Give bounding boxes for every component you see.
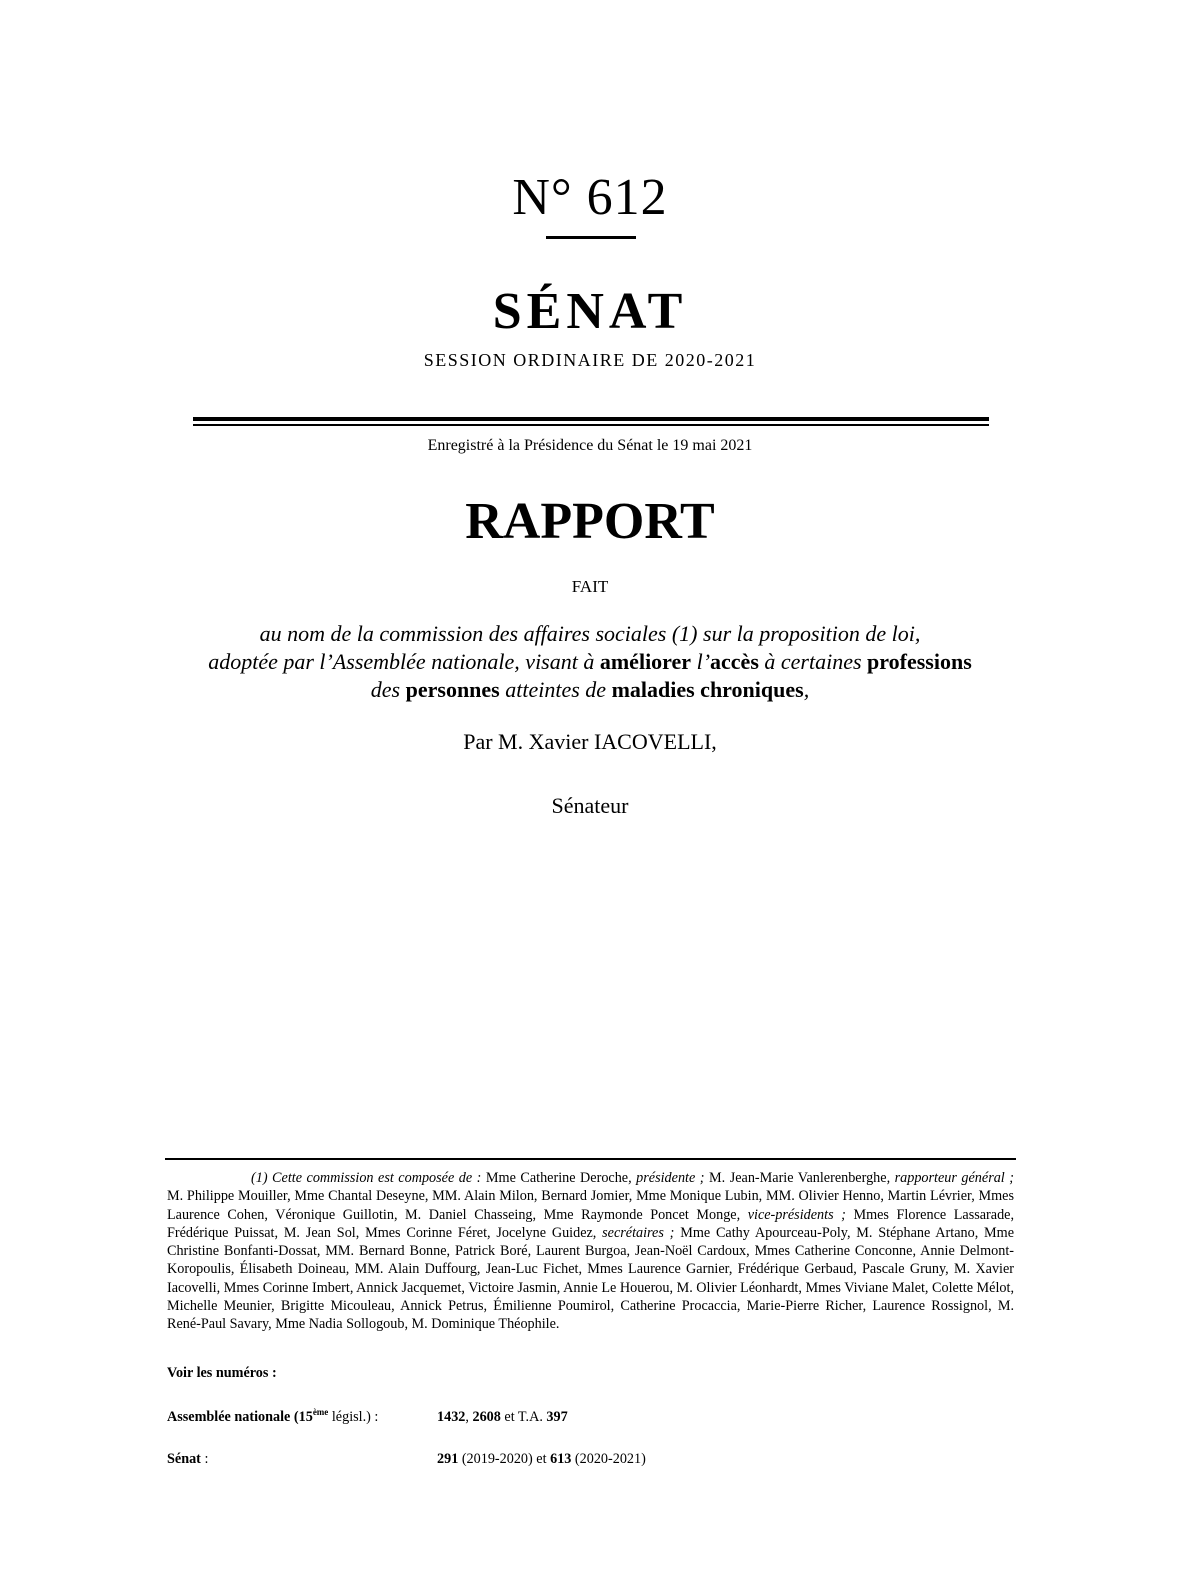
- reference-text: (2019-2020) et: [458, 1451, 551, 1467]
- reference-number: 613: [550, 1451, 572, 1467]
- reference-label-text: Assemblée nationale (15: [167, 1409, 313, 1425]
- subject-text: à certaines: [758, 649, 868, 674]
- reference-label-sup: ème: [312, 1407, 329, 1417]
- references-heading: Voir les numéros :: [167, 1365, 277, 1381]
- reference-number: 2608: [472, 1409, 501, 1425]
- reference-label-text: Sénat: [167, 1451, 201, 1467]
- number-divider: [546, 236, 636, 239]
- subject-keyword: professions: [867, 649, 972, 674]
- subject-text: atteintes de: [499, 677, 612, 702]
- double-divider-top: [193, 417, 989, 421]
- commission-footnote: [167, 1169, 1014, 1334]
- subject-line-2: [0, 648, 1180, 676]
- subject-text: adoptée par l’Assemblée nationale, visant à: [208, 649, 600, 674]
- subject-keyword: personnes: [405, 677, 500, 702]
- reference-number: 291: [437, 1451, 459, 1467]
- subject-line-1: au nom de la commission des affaires sociales (1) sur la proposition de loi,: [259, 621, 921, 646]
- author-role: Sénateur: [551, 793, 629, 818]
- report-number: N° 612: [512, 169, 668, 226]
- reference-text: ,: [465, 1409, 473, 1425]
- reference-label-text: :: [200, 1451, 209, 1467]
- report-subject: [0, 620, 1180, 704]
- footnote-text: Mme Catherine Deroche: [485, 1170, 629, 1186]
- subject-keyword: améliorer: [599, 649, 692, 674]
- footnote-text: , secrétaires ;: [592, 1224, 681, 1241]
- footnote-text: (1) Cette commission est composée de :: [251, 1170, 486, 1186]
- subject-text: l’: [691, 649, 711, 674]
- reference-label-text: législ.) :: [328, 1409, 379, 1425]
- senat-label: [167, 1450, 208, 1468]
- reference-number: 397: [546, 1409, 568, 1425]
- senat-numbers: [437, 1450, 646, 1468]
- report-title: RAPPORT: [465, 493, 715, 550]
- subject-line-3: [0, 676, 1180, 704]
- subject-keyword: maladies chroniques: [611, 677, 804, 702]
- report-author: Par M. Xavier IACOVELLI,: [463, 729, 717, 754]
- reference-text: et T.A.: [500, 1409, 547, 1425]
- footnote-divider: [165, 1158, 1016, 1160]
- reference-number: 1432: [437, 1409, 466, 1425]
- footnote-text: Mme Cathy Apourceau-Poly, M. Stéphane Artano, Mme Christine Bonfanti-Dossat, MM. Bernard Bonne, Patrick Boré, Laurent Burgoa, Jean-Noël Cardoux, Mmes Catherine Conconne, Annie Delmont-Koropoulis, Élisabeth Doineau, MM. Alain Duffourg, Jean-Luc Fichet, Mmes Laurence Garnier, Frédérique Gerbaud, Pascale Gruny, M. Xavier Iacovelli, Mmes Corinne Imbert, Annick Jacquemet, Victoire Jasmin, Annie Le Houerou, M. Olivier Léonhardt, Mmes Viviane Malet, Colette Mélot, Michelle Meunier, Brigitte Micouleau, Annick Petrus, Émilienne Poumirol, Catherine Procaccia, Marie-Pierre Richer, Laurence Rossignol, M. René-Paul Savary, Mme Nadia Sollogoub, M. Dominique Théophile.: [167, 1224, 1014, 1333]
- footnote-text: , présidente ;: [628, 1170, 710, 1186]
- subject-text: ,: [803, 677, 810, 702]
- assemblee-label: [167, 1408, 378, 1426]
- reference-text: (2020-2021): [571, 1451, 646, 1467]
- assemblee-numbers: [437, 1408, 568, 1426]
- footnote-text: M. Jean-Marie Vanlerenberghe: [709, 1170, 887, 1186]
- chamber-title: SÉNAT: [492, 283, 688, 340]
- footnote-text: Mmes Florence Lassarade, Frédérique Puissat, M. Jean Sol, Mmes Corinne Féret, Jocelyne Guidez: [167, 1206, 1015, 1241]
- double-divider-bottom: [193, 424, 989, 426]
- registration-line: Enregistré à la Présidence du Sénat le 19 mai 2021: [427, 437, 753, 454]
- session-line: SESSION ORDINAIRE DE 2020-2021: [423, 350, 757, 370]
- subject-keyword: accès: [710, 649, 759, 674]
- footnote-text: , rapporteur général ;: [886, 1170, 1014, 1186]
- footnote-text: M. Philippe Mouiller, Mme Chantal Deseyne, MM. Alain Milon, Bernard Jomier, Mme Monique Lubin, MM. Olivier Henno, Martin Lévrier, Mmes Laurence Cohen, Véronique Guillotin, M. Daniel Chasseing, Mme Raymonde Poncet Monge: [167, 1188, 1014, 1223]
- subject-text: des: [370, 677, 406, 702]
- fait-label: FAIT: [571, 577, 609, 596]
- footnote-text: , vice-présidents ;: [736, 1206, 854, 1223]
